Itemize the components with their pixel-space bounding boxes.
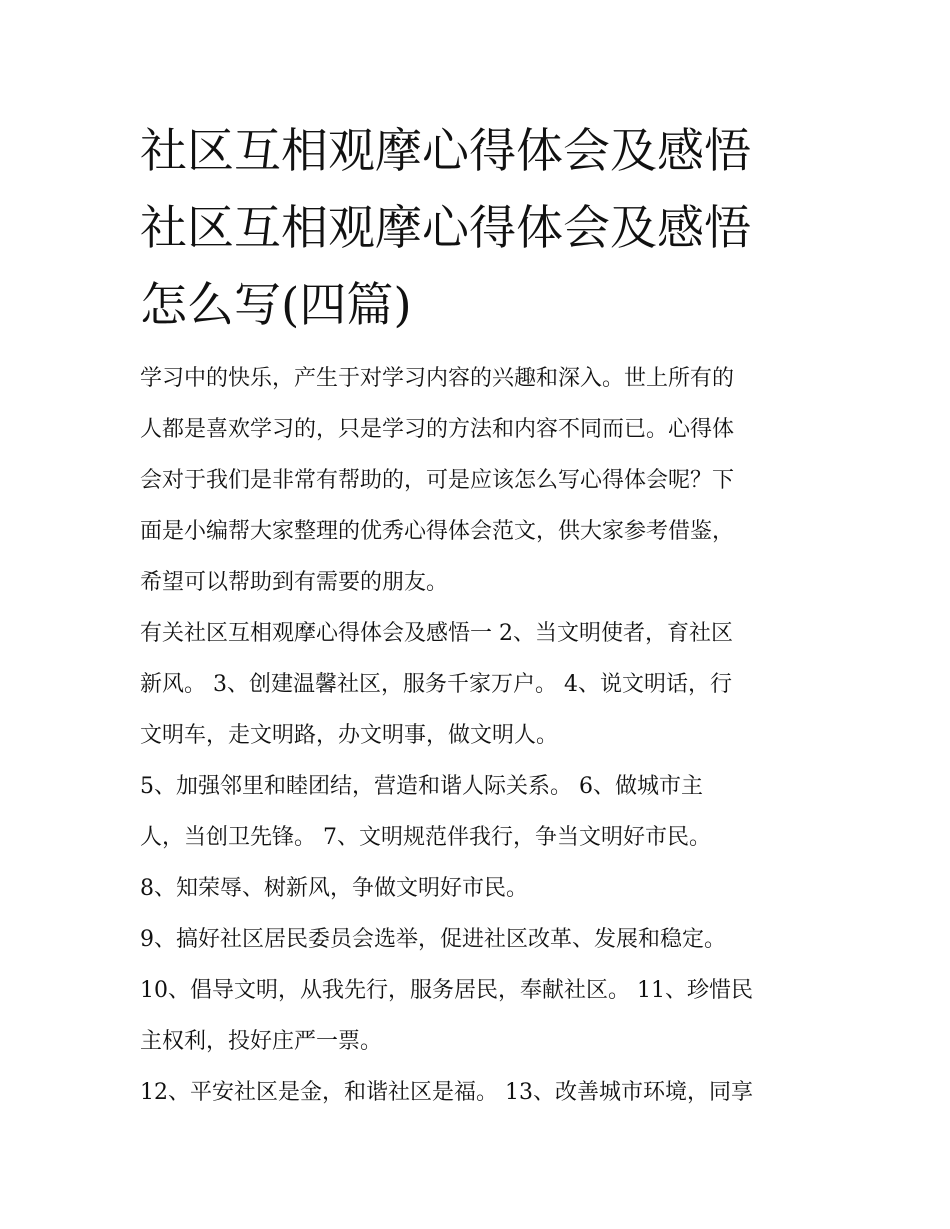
body-line: 9、搞好社区居民委员会选举，促进社区改革、发展和稳定。 [140,927,726,952]
title-line: 社区互相观摩心得体会及感悟 [140,124,751,179]
title-line: 社区互相观摩心得体会及感悟 [140,201,751,256]
body-line: 面是小编帮大家整理的优秀心得体会范文，供大家参考借鉴， [140,519,735,544]
body-line: 人，当创卫先锋。 7、文明规范伴我行，争当文明好市民。 [140,825,711,850]
body-line: 文明车，走文明路，办文明事，做文明人。 [140,723,559,748]
body-line: 12、平安社区是金，和谐社区是福。 13、改善城市环境，同享 [140,1080,753,1105]
body-line: 5、加强邻里和睦团结，营造和谐人际关系。 6、做城市主 [140,774,703,799]
body-line: 有关社区互相观摩心得体会及感悟一 2、当文明使者，育社区 [140,621,733,646]
document-title [140,113,830,344]
document-body [140,353,820,1118]
body-line: 10、倡导文明，从我先行，服务居民，奉献社区。 11、珍惜民 [140,978,753,1003]
body-line: 学习中的快乐，产生于对学习内容的兴趣和深入。世上所有的 [140,366,735,391]
body-line: 新风。 3、创建温馨社区，服务千家万户。 4、说文明话，行 [140,672,732,697]
body-line: 人都是喜欢学习的，只是学习的方法和内容不同而已。心得体 [140,417,735,442]
body-line: 主权利，投好庄严一票。 [140,1029,383,1054]
body-line: 8、知荣辱、树新风，争做文明好市民。 [140,876,528,901]
body-line: 会对于我们是非常有帮助的，可是应该怎么写心得体会呢？下 [140,468,735,493]
title-line: 怎么写(四篇) [140,278,412,333]
body-line: 希望可以帮助到有需要的朋友。 [140,570,449,595]
